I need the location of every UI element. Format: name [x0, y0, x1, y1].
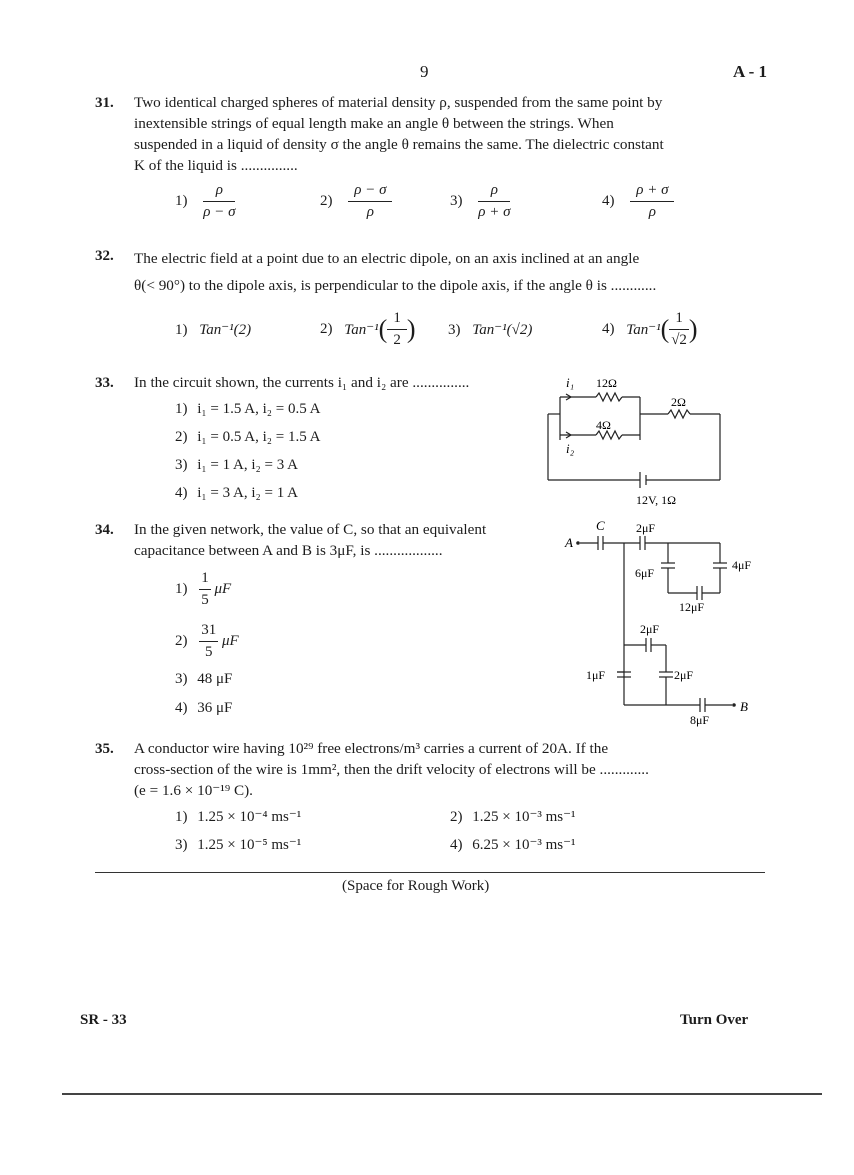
- option: [175, 401, 320, 418]
- option-label: 2): [320, 320, 333, 337]
- capacitor-2uf-label: 2μF: [636, 521, 656, 535]
- option-text: 36 μF: [197, 700, 233, 716]
- question-line: Two identical charged spheres of material density ρ, suspended from the same point by: [134, 94, 663, 111]
- numerator: 1: [199, 570, 211, 590]
- numerator: ρ: [478, 182, 510, 202]
- resistor-2-label: 2Ω: [671, 395, 686, 409]
- option: [175, 807, 301, 826]
- numerator: 1: [387, 310, 407, 330]
- denominator: 2: [393, 332, 401, 348]
- divider: [95, 872, 765, 873]
- question-line: capacitance between A and B is 3μF, is ..................: [134, 542, 443, 559]
- resistor-4-label: 4Ω: [596, 418, 611, 432]
- denominator: √2: [671, 332, 687, 348]
- denominator: ρ + σ: [478, 204, 511, 220]
- resistor-12-label: 12Ω: [596, 376, 617, 390]
- option-label: 3): [448, 322, 461, 338]
- question-line: K of the liquid is ...............: [134, 157, 298, 174]
- battery-label: 12V, 1Ω: [636, 493, 677, 507]
- option-label: 1): [175, 322, 188, 338]
- terminal-a-label: A: [565, 535, 573, 550]
- option-text: Tan⁻¹: [626, 322, 661, 338]
- fraction: [348, 182, 392, 221]
- fraction: [199, 622, 218, 661]
- option: [450, 807, 576, 826]
- current-i2-label: i₂: [566, 441, 575, 456]
- option-label: 4): [175, 700, 188, 716]
- option: [175, 320, 251, 339]
- question-number: 33.: [95, 375, 114, 391]
- option-text: Tan⁻¹(2): [199, 322, 252, 338]
- option-label: 1): [175, 401, 188, 417]
- capacitor-8uf-label: 8μF: [690, 713, 710, 727]
- option-label: 1): [175, 192, 188, 209]
- option-text: 1.25 × 10⁻⁴ ms⁻¹: [197, 809, 302, 825]
- question-line: cross-section of the wire is 1mm², then the drift velocity of electrons will be .............: [134, 761, 649, 778]
- option: [175, 570, 231, 609]
- circuit-diagram: [540, 370, 770, 510]
- terminal-b-label: B: [740, 699, 748, 714]
- option-label: 4): [602, 320, 615, 337]
- option: [602, 182, 674, 221]
- option: 4) Tan⁻¹( $\frac{1}{√2}$ ): [602, 310, 698, 348]
- numerator: 31: [199, 622, 218, 642]
- denominator: ρ: [648, 204, 656, 220]
- capacitor-network-diagram: [560, 515, 770, 730]
- capacitor-4uf-label: 4μF: [732, 558, 752, 572]
- current-i1-label: i₁: [566, 375, 575, 390]
- denominator: 5: [205, 644, 213, 660]
- question-text: [134, 372, 544, 393]
- option: [175, 429, 320, 446]
- option-label: 3): [450, 192, 463, 209]
- question-line: inextensible strings of equal length make an angle θ between the strings. When: [134, 115, 614, 132]
- denominator: ρ: [366, 204, 374, 220]
- option: [175, 182, 235, 221]
- option-label: 4): [602, 192, 615, 209]
- option-label: 1): [175, 580, 188, 597]
- numerator: 1: [669, 310, 689, 330]
- option: [175, 622, 239, 661]
- option-text: Tan⁻¹: [344, 322, 379, 338]
- question-line: suspended in a liquid of density σ the angle θ remains the same. The dielectric constant: [134, 136, 664, 153]
- question-line: In the given network, the value of C, so that an equivalent: [134, 521, 487, 538]
- option-label: 3): [175, 837, 188, 853]
- fraction: [203, 182, 235, 221]
- option: [448, 320, 532, 339]
- option-text: 48 μF: [197, 671, 233, 687]
- fraction: [199, 570, 211, 609]
- capacitor-2uf-lower-label: 2μF: [674, 668, 694, 682]
- question-line: (e = 1.6 × 10⁻¹⁹ C).: [134, 782, 253, 799]
- option-label: 1): [175, 809, 188, 825]
- numerator: ρ + σ: [630, 182, 674, 202]
- option: [320, 182, 392, 221]
- option-label: 2): [175, 632, 188, 649]
- unit: μF: [222, 633, 239, 649]
- denominator: ρ − σ: [203, 204, 236, 220]
- capacitor-12uf-label: 12μF: [679, 600, 705, 614]
- question-text: [134, 738, 774, 801]
- capacitor-2uf-middle-label: 2μF: [640, 622, 660, 636]
- option-label: 2): [320, 192, 333, 209]
- question-line: In the circuit shown, the currents i₁ and i₂ are ...............: [134, 374, 470, 391]
- fraction: [387, 310, 407, 349]
- option-text: 1.25 × 10⁻⁵ ms⁻¹: [197, 837, 302, 853]
- question-number: 32.: [95, 248, 114, 264]
- question-text: [134, 519, 554, 561]
- capacitor-6uf-label: 6μF: [635, 566, 655, 580]
- option: [450, 835, 576, 854]
- question-text: [134, 92, 774, 176]
- option-label: 4): [175, 485, 188, 501]
- page-number: 9: [420, 62, 429, 81]
- fraction: [630, 182, 674, 221]
- option-text: i₁ = 3 A, i₂ = 1 A: [197, 485, 298, 501]
- capacitor-c-label: C: [596, 518, 605, 533]
- option-text: 1.25 × 10⁻³ ms⁻¹: [472, 809, 576, 825]
- option-text: Tan⁻¹(√2): [472, 322, 533, 338]
- question-number: 34.: [95, 522, 114, 538]
- unit: μF: [214, 581, 232, 597]
- fraction: [478, 182, 510, 221]
- option-text: i₁ = 0.5 A, i₂ = 1.5 A: [197, 429, 321, 445]
- option: [175, 700, 232, 717]
- option-text: i₁ = 1.5 A, i₂ = 0.5 A: [197, 401, 321, 417]
- question-number: 31.: [95, 95, 114, 111]
- question-line: θ(< 90°) to the dipole axis, is perpendicular to the dipole axis, if the angle θ is ............: [134, 277, 657, 294]
- option: [175, 457, 298, 474]
- question-line: The electric field at a point due to an electric dipole, on an axis inclined at an angle: [134, 250, 640, 267]
- option: 2) Tan⁻¹( $\frac{1}{2}$ ): [320, 310, 416, 348]
- question-number: 35.: [95, 741, 114, 757]
- option-label: 2): [450, 809, 463, 825]
- option-text: 6.25 × 10⁻³ ms⁻¹: [472, 837, 576, 853]
- option: [175, 671, 232, 688]
- capacitor-1uf-label: 1μF: [586, 668, 606, 682]
- option-label: 2): [175, 429, 188, 445]
- question-text: [134, 245, 774, 299]
- option-text: i₁ = 1 A, i₂ = 3 A: [197, 457, 298, 473]
- fraction: [669, 310, 689, 349]
- paper-code: A - 1: [733, 62, 767, 81]
- question-line: A conductor wire having 10²⁹ free electrons/m³ carries a current of 20A. If the: [134, 740, 609, 757]
- footer-code: SR - 33: [80, 1012, 127, 1028]
- bottom-scan-line: [62, 1093, 822, 1095]
- numerator: ρ − σ: [348, 182, 392, 202]
- option-label: 3): [175, 457, 188, 473]
- option: [450, 182, 510, 221]
- option-label: 4): [450, 837, 463, 853]
- option: [175, 485, 298, 502]
- numerator: ρ: [203, 182, 235, 202]
- rough-work-label: (Space for Rough Work): [342, 878, 490, 894]
- denominator: 5: [201, 592, 209, 608]
- turn-over-label: Turn Over: [680, 1012, 749, 1028]
- option-label: 3): [175, 671, 188, 687]
- option: [175, 835, 301, 854]
